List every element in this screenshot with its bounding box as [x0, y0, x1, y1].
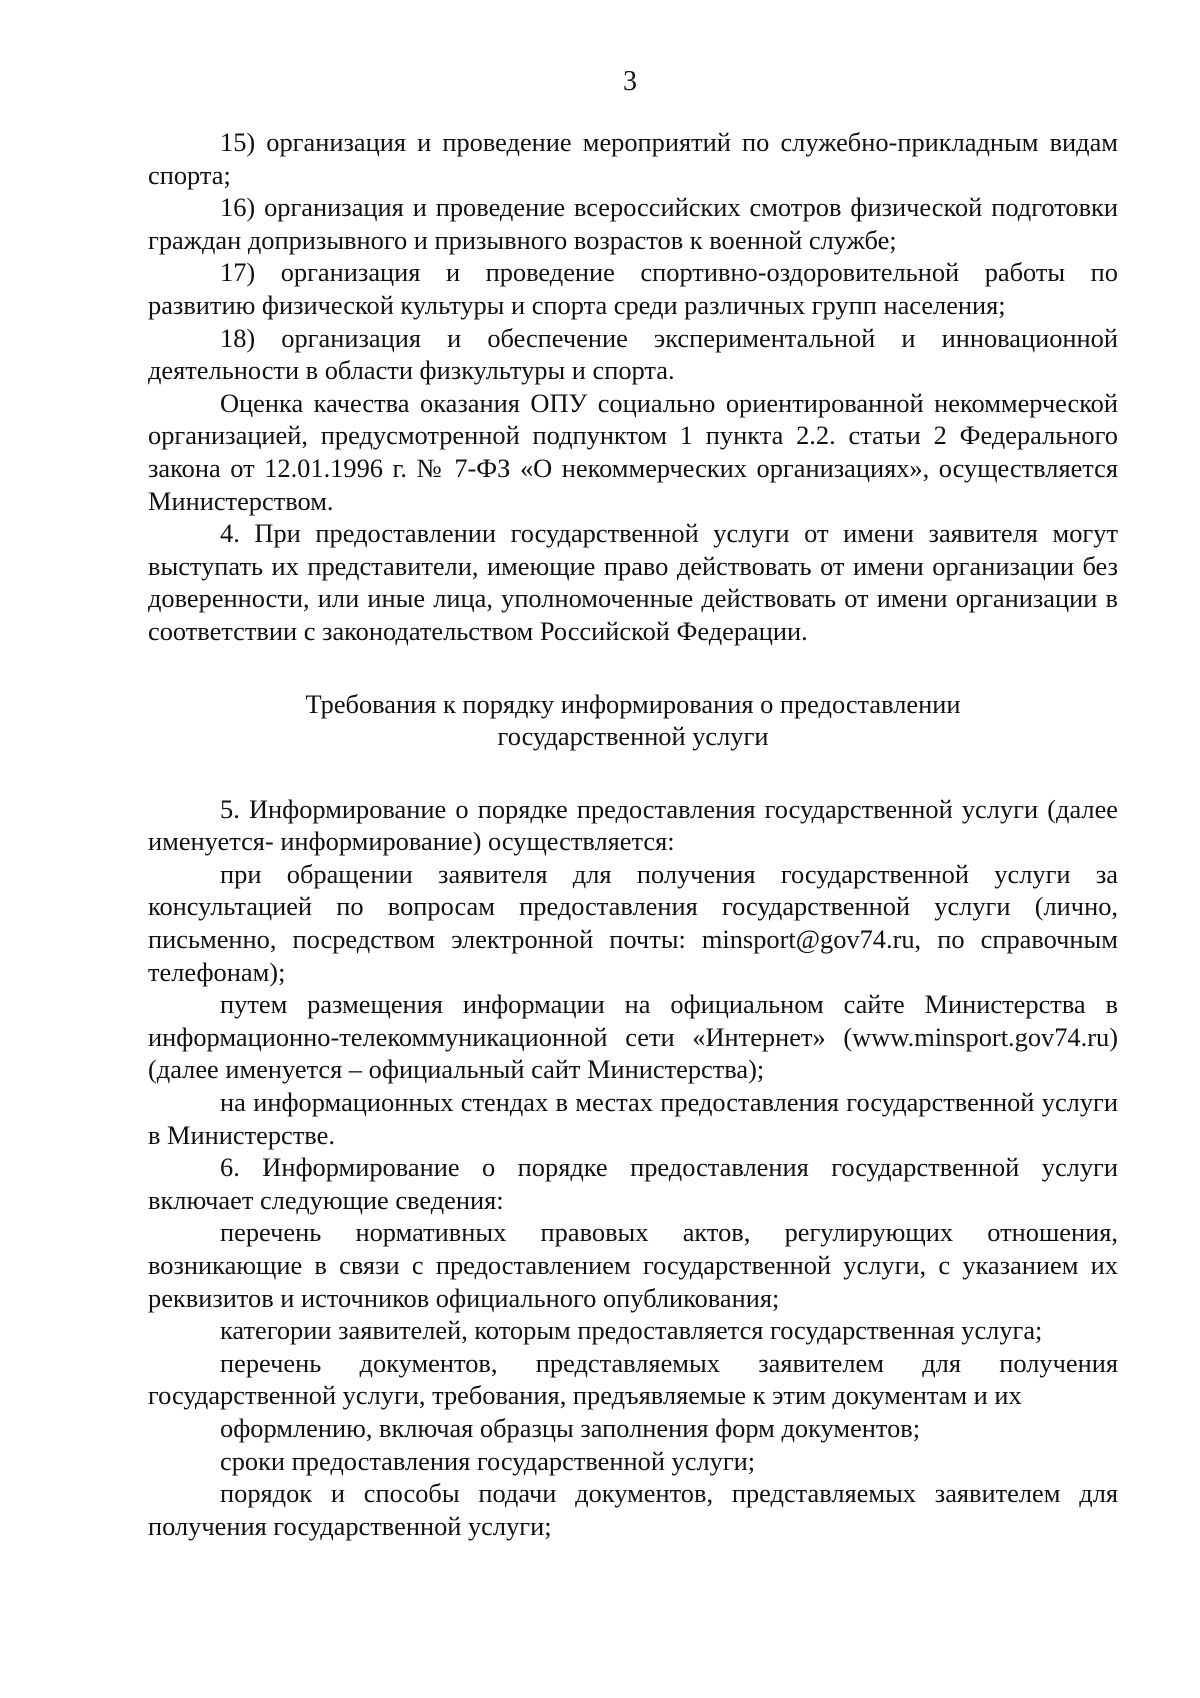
paragraph-5: 5. Информирование о порядке предоставления государственной услуги (далее именуется- информирование) осуществляется:	[148, 793, 1118, 857]
paragraph-6-documents-list: перечень документов, представляемых заявителем для получения государственной услуги, требования, предъявляемые к этим документам и их	[148, 1347, 1118, 1411]
list-item-15: 15) организация и проведение мероприятий по служебно-прикладным видам спорта;	[148, 127, 1118, 190]
paragraph-6: 6. Информирование о порядке предоставления государственной услуги включает следующие сведения:	[148, 1152, 1118, 1215]
section-heading-line-1: Требования к порядку информирования о предоставлении	[305, 688, 961, 719]
paragraph-5-stands: на информационных стендах в местах предоставления государственной услуги в Министерстве.	[148, 1087, 1118, 1150]
section-heading	[148, 688, 1118, 753]
paragraph-quality-assessment: Оценка качества оказания ОПУ социально ориентированной некоммерческой организацией, предусмотренной подпунктом 1 пункта 2.2. статьи 2 Федерального закона от 12.01.1996 г. № 7-ФЗ «О некоммерческих организациях», осуществляется Министерством.	[148, 387, 1118, 516]
paragraph-6-applicant-categories: категории заявителей, которым предоставляется государственная услуга;	[220, 1315, 1043, 1346]
list-item-17: 17) организация и проведение спортивно-оздоровительной работы по развитию физической культуры и спорта среди различных групп населения;	[148, 257, 1118, 320]
paragraph-5-consultation: при обращении заявителя для получения государственной услуги за консультацией по вопросам предоставления государственной услуги (лично, письменно, посредством электронной почты: minsport@gov74.ru, по справочным телефонам);	[148, 858, 1118, 987]
list-item-16: 16) организация и проведение всероссийских смотров физической подготовки граждан допризывного и призывного возрастов к военной службе;	[148, 192, 1118, 255]
paragraph-6-service-terms: сроки предоставления государственной услуги;	[220, 1445, 756, 1476]
paragraph-6-documents-forms: оформлению, включая образцы заполнения форм документов;	[220, 1412, 921, 1443]
paragraph-4: 4. При предоставлении государственной услуги от имени заявителя могут выступать их представители, имеющие право действовать от имени организации без доверенности, или иные лица, уполномоченные действовать от имени организации в соответствии с законодательством Российской Федерации.	[148, 518, 1118, 646]
paragraph-6-submission-methods: порядок и способы подачи документов, представляемых заявителем для получения государственной услуги;	[148, 1478, 1118, 1541]
page-number: 3	[623, 66, 637, 97]
document-body	[148, 126, 1118, 1542]
list-item-18: 18) организация и обеспечение экспериментальной и инновационной деятельности в области физкультуры и спорта.	[148, 322, 1118, 386]
paragraph-6-legal-acts: перечень нормативных правовых актов, регулирующих отношения, возникающие в связи с предоставлением государственной услуги, с указанием их реквизитов и источников официального опубликования;	[148, 1217, 1118, 1313]
section-heading-line-2: государственной услуги	[497, 721, 769, 752]
paragraph-5-website: путем размещения информации на официальном сайте Министерства в информационно-телекоммуникационной сети «Интернет» (www.minsport.gov74.ru) (далее именуется – официальный сайт Министерства);	[148, 989, 1118, 1085]
